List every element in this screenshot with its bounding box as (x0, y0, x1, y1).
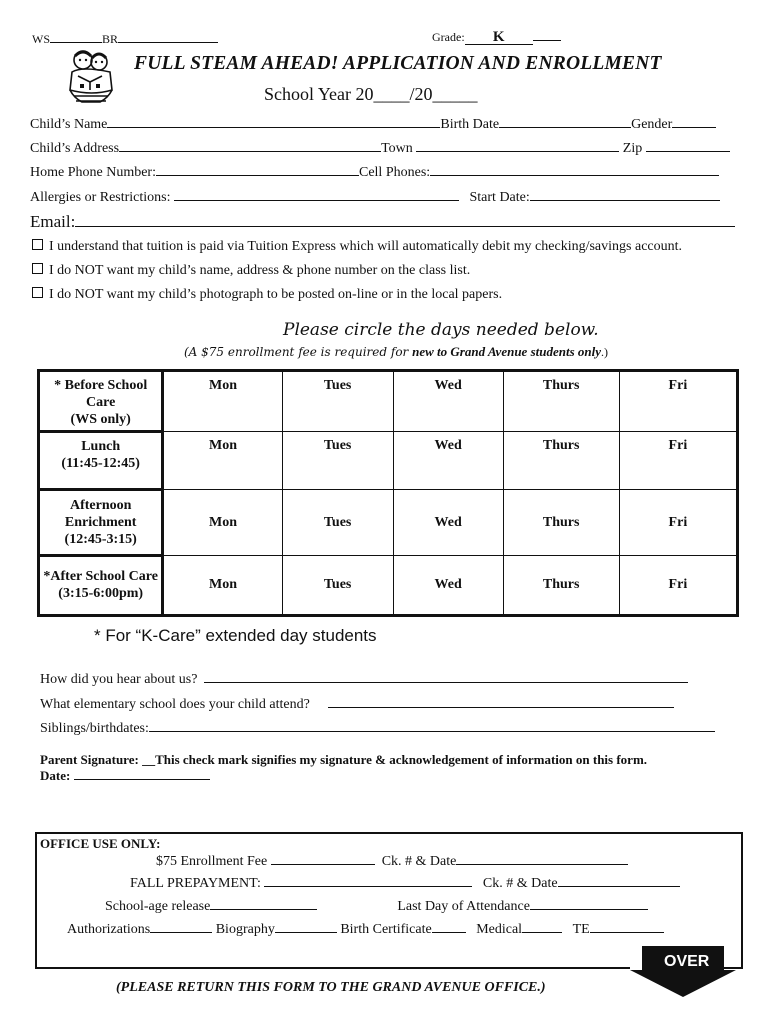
biography-label: Biography (215, 922, 275, 937)
ws-label: WS (32, 32, 50, 46)
date-input[interactable] (74, 769, 210, 780)
allergies-input[interactable] (174, 188, 459, 201)
day-cell-thurs[interactable]: Thurs (503, 490, 619, 556)
home-phone-input[interactable] (156, 163, 359, 176)
hear-label: How did you hear about us? (40, 672, 198, 687)
child-address-row (30, 139, 730, 157)
fee-note-text: (A $75 enrollment fee is required for (184, 345, 413, 359)
return-note: (PLEASE RETURN THIS FORM TO THE GRAND AVENUE OFFICE.) (116, 980, 546, 995)
gender-input[interactable] (672, 115, 716, 128)
checkbox-row-class-list (32, 263, 470, 279)
br-field[interactable] (118, 30, 218, 43)
table-row (39, 371, 738, 432)
row-label-before-school: * Before School Care (WS only) (39, 371, 163, 432)
children-reading-logo (66, 48, 116, 106)
table-row (39, 490, 738, 556)
ck-date-input[interactable] (456, 852, 628, 865)
medical-label: Medical (476, 922, 523, 937)
day-cell-tues[interactable]: Tues (282, 556, 393, 616)
fee-note-emphasis: new to Grand Avenue students only (412, 344, 601, 359)
email-label: Email: (30, 212, 76, 231)
school-label: What elementary school does your child attend? (40, 697, 310, 712)
hear-input[interactable] (204, 670, 688, 683)
checkbox-row-tuition (32, 239, 682, 255)
grade-line (432, 30, 561, 45)
checkbox-tuition[interactable] (32, 239, 43, 250)
day-cell-mon[interactable]: Mon (163, 490, 282, 556)
hear-row (40, 670, 688, 688)
day-cell-wed[interactable]: Wed (393, 432, 503, 490)
fall-prepay-input[interactable] (264, 874, 472, 887)
authorizations-input[interactable] (150, 920, 212, 933)
kcare-footnote: * For “K-Care” extended day students (94, 626, 377, 645)
child-name-input[interactable] (107, 115, 440, 128)
authorizations-label: Authorizations (67, 922, 151, 937)
te-label: TE (572, 922, 590, 937)
town-label: Town (381, 141, 413, 156)
ck-date-label: Ck. # & Date (381, 854, 457, 869)
day-cell-fri[interactable]: Fri (619, 371, 737, 432)
day-cell-mon[interactable]: Mon (163, 371, 282, 432)
email-input[interactable] (75, 211, 735, 227)
day-cell-fri[interactable]: Fri (619, 556, 737, 616)
school-input[interactable] (328, 695, 674, 708)
gender-label: Gender (631, 117, 673, 132)
birth-cert-label: Birth Certificate (340, 922, 432, 937)
date-label: Date: (40, 768, 74, 783)
checkbox-class-list[interactable] (32, 263, 43, 274)
signature-label: Parent Signature: (40, 752, 143, 767)
office-title: OFFICE USE ONLY: (40, 836, 161, 851)
cell-phones-input[interactable] (430, 163, 719, 176)
enroll-fee-input[interactable] (271, 852, 375, 865)
row-label-afternoon-enrichment: Afternoon Enrichment (12:45-3:15) (39, 490, 163, 556)
ck-date-label-2: Ck. # & Date (482, 876, 558, 891)
grade-value[interactable]: K (465, 31, 533, 45)
fee-note (184, 344, 608, 360)
checkbox-photo[interactable] (32, 287, 43, 298)
schedule-heading: Please circle the days needed below. (283, 320, 599, 340)
fee-note-end: .) (601, 345, 608, 359)
day-cell-thurs[interactable]: Thurs (503, 371, 619, 432)
over-arrow-icon (628, 943, 738, 999)
day-cell-mon[interactable]: Mon (163, 432, 282, 490)
enroll-fee-label: $75 Enrollment Fee (156, 854, 268, 869)
day-cell-tues[interactable]: Tues (282, 371, 393, 432)
zip-label: Zip (622, 141, 643, 156)
start-date-label: Start Date: (469, 190, 530, 205)
birth-cert-input[interactable] (432, 920, 466, 933)
office-row-docs (67, 920, 664, 938)
day-cell-wed[interactable]: Wed (393, 490, 503, 556)
day-cell-tues[interactable]: Tues (282, 432, 393, 490)
office-row-fee (156, 852, 628, 870)
checkbox-row-photo (32, 287, 502, 303)
table-row (39, 432, 738, 490)
signature-row (40, 752, 647, 768)
te-input[interactable] (590, 920, 664, 933)
day-cell-thurs[interactable]: Thurs (503, 556, 619, 616)
signature-ack[interactable]: __This check mark signifies my signature & acknowledgement of information on this form. (142, 752, 648, 767)
day-cell-wed[interactable]: Wed (393, 371, 503, 432)
siblings-input[interactable] (149, 719, 715, 732)
fall-prepay-label: FALL PREPAYMENT: (130, 876, 261, 891)
day-cell-wed[interactable]: Wed (393, 556, 503, 616)
ck-date-input-2[interactable] (558, 874, 680, 887)
br-label: BR (102, 32, 119, 46)
day-cell-mon[interactable]: Mon (163, 556, 282, 616)
birth-date-input[interactable] (499, 115, 631, 128)
last-day-label: Last Day of Attendance (397, 899, 530, 914)
email-row (30, 211, 735, 232)
checkbox-class-list-label: I do NOT want my child’s name, address & phone number on the class list. (49, 263, 471, 278)
row-label-after-school-care: *After School Care (3:15-6:00pm) (39, 556, 163, 616)
start-date-input[interactable] (530, 188, 720, 201)
home-phone-label: Home Phone Number: (30, 165, 156, 180)
checkbox-tuition-label: I understand that tuition is paid via Tuition Express which will automatically debit my checking/savings account. (49, 239, 683, 254)
siblings-label: Siblings/birthdates: (40, 721, 149, 736)
phone-row (30, 163, 719, 181)
child-name-row (30, 115, 716, 133)
allergies-row (30, 188, 720, 206)
grade-label: Grade: (432, 30, 465, 44)
biography-input[interactable] (275, 920, 337, 933)
ws-br-line (32, 30, 218, 47)
day-cell-thurs[interactable]: Thurs (503, 432, 619, 490)
over-label: OVER (664, 953, 710, 970)
child-address-label: Child’s Address (30, 141, 120, 156)
school-year: School Year 20____/20_____ (264, 84, 478, 104)
office-row-release (105, 897, 648, 915)
checkbox-photo-label: I do NOT want my child’s photograph to be posted on-line or in the local papers. (49, 287, 503, 302)
birth-date-label: Birth Date (440, 117, 500, 132)
medical-input[interactable] (522, 920, 562, 933)
child-name-label: Child’s Name (30, 117, 108, 132)
form-title: FULL STEAM AHEAD! APPLICATION AND ENROLLMENT (134, 53, 662, 74)
day-cell-tues[interactable]: Tues (282, 490, 393, 556)
zip-input[interactable] (646, 139, 730, 152)
town-input[interactable] (416, 139, 619, 152)
school-age-input[interactable] (210, 897, 317, 910)
date-row (40, 768, 210, 784)
office-row-prepay (130, 874, 680, 892)
school-row (40, 695, 674, 713)
child-address-input[interactable] (119, 139, 381, 152)
schedule-table (37, 369, 739, 617)
allergies-label: Allergies or Restrictions: (30, 190, 171, 205)
table-row (39, 556, 738, 616)
siblings-row (40, 719, 715, 737)
ws-field[interactable] (50, 30, 102, 43)
day-cell-fri[interactable]: Fri (619, 432, 737, 490)
school-age-label: School-age release (105, 899, 211, 914)
row-label-lunch: Lunch (11:45-12:45) (39, 432, 163, 490)
day-cell-fri[interactable]: Fri (619, 490, 737, 556)
last-day-input[interactable] (530, 897, 648, 910)
cell-phones-label: Cell Phones: (358, 165, 431, 180)
